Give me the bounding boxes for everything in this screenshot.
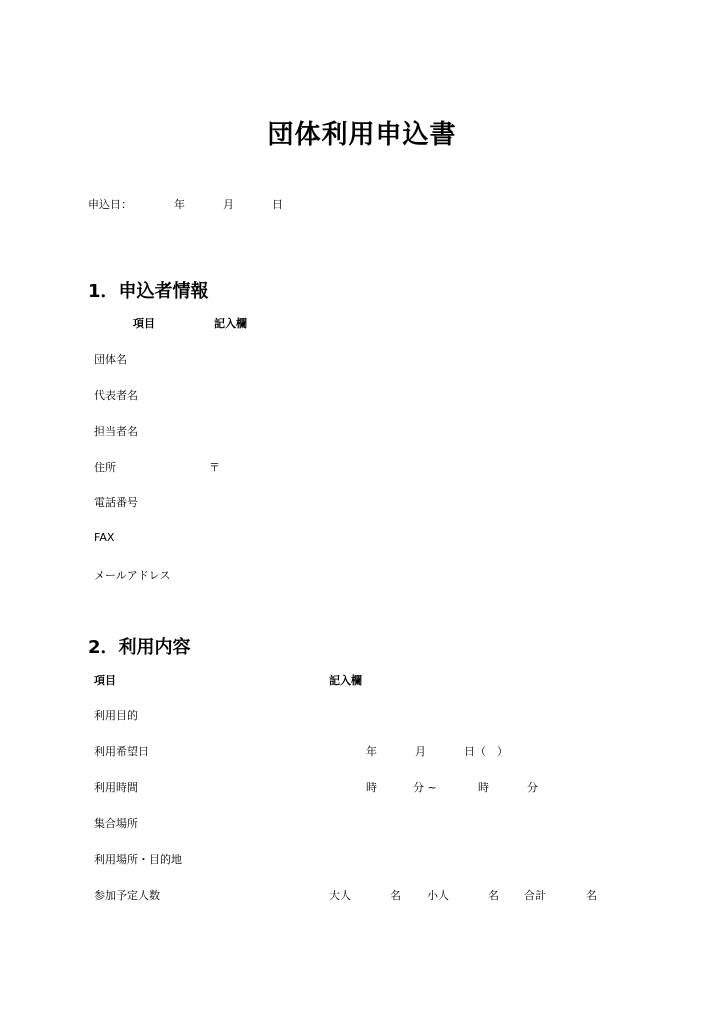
application-date-month: 月	[223, 198, 234, 211]
row-label-group-name: 団体名	[94, 353, 127, 366]
usage-time-hour-end: 時	[478, 781, 489, 794]
participants-child: 小人	[427, 889, 449, 902]
desired-date-year: 年	[366, 745, 377, 758]
row-label-purpose: 利用目的	[94, 709, 138, 722]
row-label-representative: 代表者名	[94, 389, 138, 402]
application-date-year: 年	[174, 198, 185, 211]
row-label-contact-person: 担当者名	[94, 425, 138, 438]
row-label-participants: 参加予定人数	[94, 889, 160, 902]
section1-heading: 1．申込者情報	[88, 281, 209, 302]
participants-adult: 大人	[329, 889, 351, 902]
section2-col-item: 項目	[94, 674, 116, 687]
section2-heading: 2．利用内容	[88, 637, 191, 658]
application-date-day: 日	[272, 198, 283, 211]
row-label-usage-time: 利用時間	[94, 781, 138, 794]
row-label-address: 住所	[94, 461, 116, 474]
row-label-meeting-place: 集合場所	[94, 817, 138, 830]
desired-date-day-weekday: 日（ ）	[464, 745, 508, 758]
usage-time-minute-start: 分 ~	[413, 781, 437, 794]
desired-date-month: 月	[415, 745, 426, 758]
usage-time-hour-start: 時	[366, 781, 377, 794]
postal-mark: 〒	[209, 461, 220, 474]
participants-adult-unit: 名	[390, 889, 401, 902]
row-label-desired-date: 利用希望日	[94, 745, 149, 758]
row-label-fax: FAX	[94, 531, 115, 544]
participants-total-unit: 名	[586, 889, 597, 902]
row-label-email: メールアドレス	[94, 569, 171, 582]
section1-col-item: 項目	[133, 317, 155, 330]
document-title: 団体利用申込書	[267, 120, 457, 150]
application-date-label: 申込日：	[88, 198, 132, 211]
row-label-destination: 利用場所・目的地	[94, 853, 182, 866]
participants-total: 合計	[524, 889, 546, 902]
section1-col-entry: 記入欄	[214, 317, 247, 330]
participants-child-unit: 名	[488, 889, 499, 902]
row-label-phone: 電話番号	[94, 496, 138, 509]
usage-time-minute-end: 分	[527, 781, 538, 794]
section2-col-entry: 記入欄	[329, 674, 362, 687]
